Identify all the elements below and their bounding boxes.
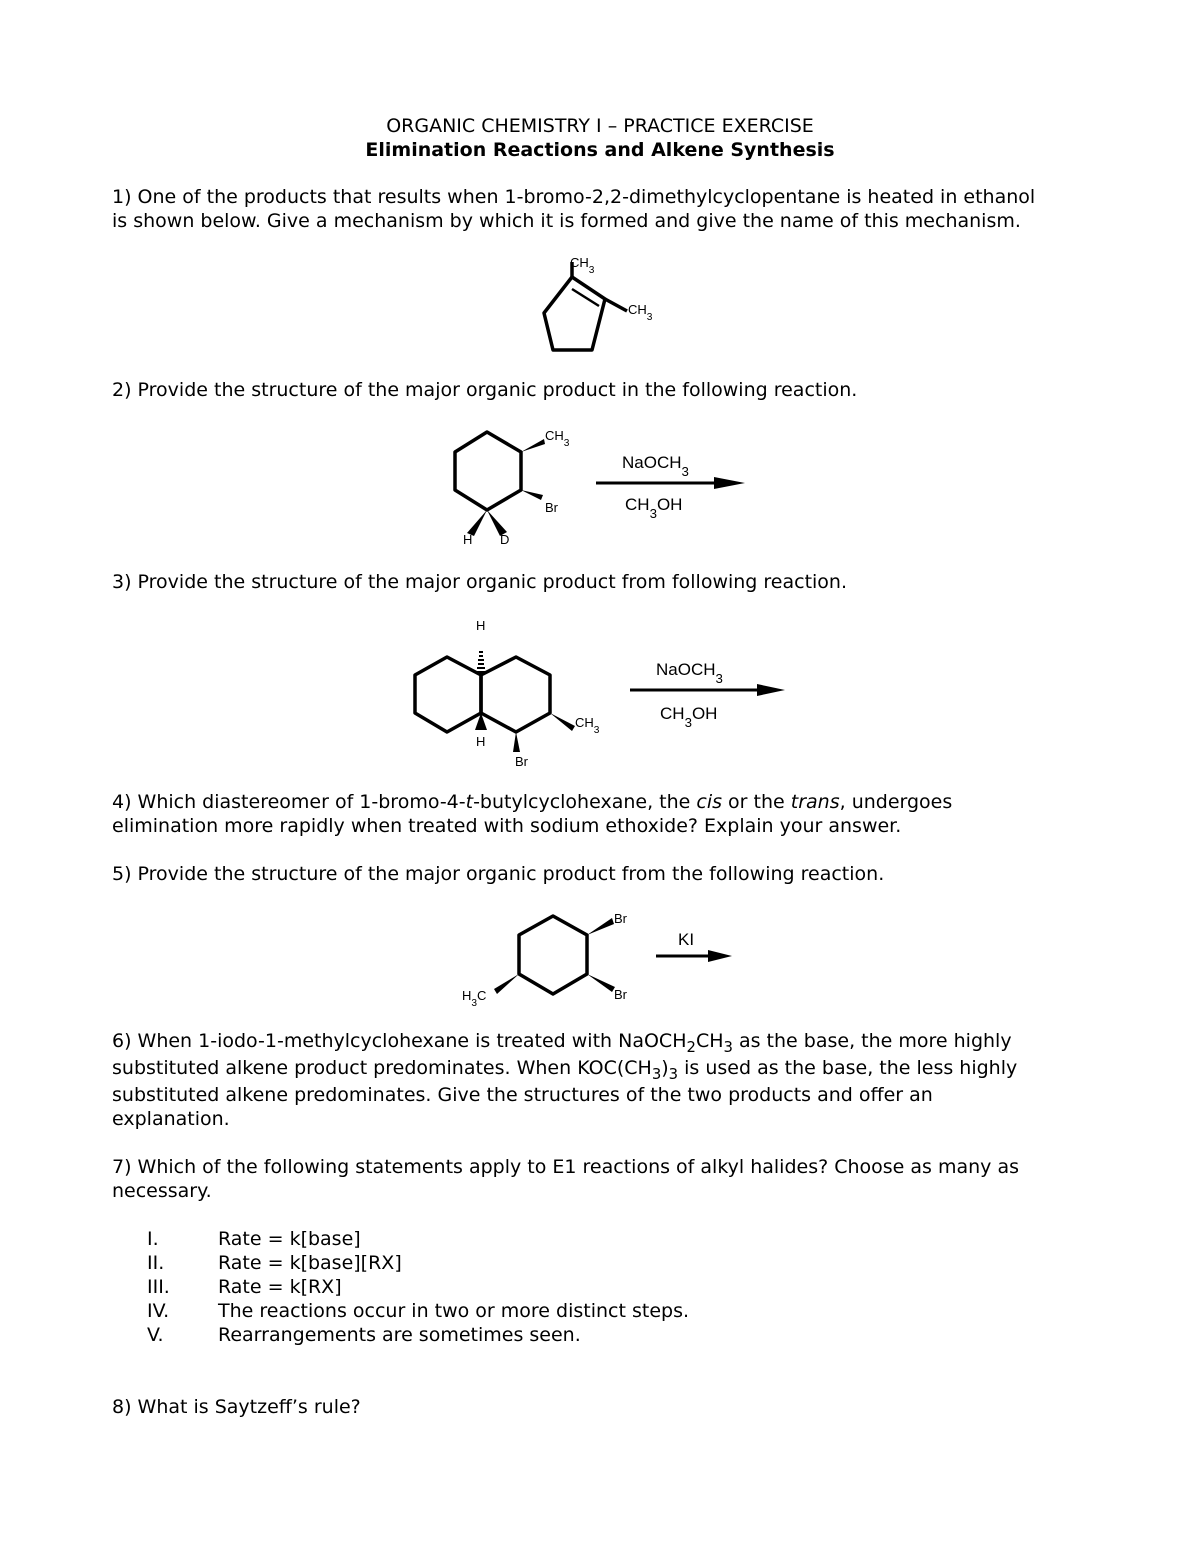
q6-formula-1: $NaOCH_2CH_3$ (618, 1030, 733, 1056)
q3-label-ch3: $CH_3$ (575, 715, 600, 736)
q5-label-br-top: Br (614, 911, 627, 926)
question-2-text: 2) Provide the structure of the major organic product in the following reaction. (112, 379, 858, 401)
question-1-line-2: is shown below. Give a mechanism by which it is formed and give the name of this mechanism. (112, 210, 1021, 232)
q5-label-br-bottom: Br (614, 987, 627, 1002)
q2-cyclohexane-ring (455, 432, 521, 510)
q3-reagent-bottom: $CH_3OH$ (660, 704, 718, 730)
q1-label-ch3-top: $CH_3$ (570, 255, 595, 276)
q3-reaction-arrow (625, 652, 805, 742)
question-6-line-2: substituted alkene product predominates. When $KOC(CH_3)_3$ is used as the base, the less highly (112, 1057, 1018, 1083)
option-text: The reactions occur in two or more distinct steps. (218, 1300, 690, 1322)
option-numeral: I. (147, 1228, 159, 1250)
q2-label-h: H (463, 532, 473, 547)
q3-structure (405, 615, 635, 775)
q3-label-br: Br (515, 754, 528, 769)
q2-arrow-head (714, 477, 745, 489)
question-6-line-1: 6) When 1-iodo-1-methylcyclohexane is treated with $NaOCH_2CH_3$ as the base, the more highly (112, 1030, 1012, 1056)
option-numeral: III. (147, 1276, 170, 1298)
q5-cyclohexane-ring (519, 916, 587, 994)
question-6-line-3: substituted alkene predominates. Give the structures of the two products and offer an (112, 1084, 933, 1106)
q5-wedge-br-bottom (587, 974, 615, 992)
q2-structure (445, 420, 605, 560)
q5-reaction-arrow (650, 925, 750, 985)
q1-structure (520, 255, 680, 365)
question-7-line-1: 7) Which of the following statements apply to E1 reactions of alkyl halides? Choose as many as (112, 1156, 1020, 1178)
option-numeral: V. (147, 1324, 164, 1346)
q3-reagent-top: NaOCH$_3$ (656, 660, 723, 686)
question-5-text: 5) Provide the structure of the major organic product from the following reaction. (112, 863, 885, 885)
option-text: Rate = k[base][RX] (218, 1252, 402, 1274)
q2-reaction-arrow (590, 445, 760, 525)
q6-formula-2: $KOC(CH_3)_3$ (577, 1057, 679, 1083)
page-title: Elimination Reactions and Alkene Synthesis (365, 139, 835, 161)
q2-reagent-bottom: $CH_3OH$ (625, 495, 683, 521)
option-numeral: II. (147, 1252, 165, 1274)
q3-arrow-head (757, 684, 785, 696)
q3-wedge-ch3 (550, 713, 575, 731)
q2-label-ch3: $CH_3$ (545, 428, 570, 449)
question-4-line-1: 4) Which diastereomer of 1-bromo-4-t-butylcyclohexane, the cis or the trans, undergoes (112, 791, 953, 813)
question-3-text: 3) Provide the structure of the major organic product from following reaction. (112, 571, 848, 593)
q1-cyclopentene-ring (544, 277, 605, 350)
q5-label-h3c: $H_3C$ (462, 988, 487, 1009)
question-1-line-1: 1) One of the products that results when 1-bromo-2,2-dimethylcyclopentane is heated in ethanol (112, 186, 1036, 208)
q2-label-br: Br (545, 500, 558, 515)
q1-methyl-bond-right (605, 299, 627, 311)
q2-wedge-br (521, 490, 543, 500)
q2-wedge-ch3 (521, 439, 545, 452)
option-numeral: IV. (147, 1300, 170, 1322)
q3-wedge-br (513, 732, 520, 752)
q1-label-ch3-right: $CH_3$ (628, 302, 653, 323)
course-title: ORGANIC CHEMISTRY I – PRACTICE EXERCISE (386, 115, 814, 137)
q5-arrow-head (708, 950, 732, 962)
q5-wedge-br-top (587, 918, 614, 935)
q5-wedge-ch3 (494, 974, 519, 994)
q2-label-d: D (500, 532, 510, 547)
q3-left-ring (415, 657, 481, 732)
q2-reagent-top: NaOCH$_3$ (622, 453, 689, 479)
q5-reagent: KI (678, 930, 695, 949)
question-8-text: 8) What is Saytzeff’s rule? (112, 1396, 361, 1418)
question-4-line-2: elimination more rapidly when treated with sodium ethoxide? Explain your answer. (112, 815, 902, 837)
option-text: Rearrangements are sometimes seen. (218, 1324, 581, 1346)
option-text: Rate = k[RX] (218, 1276, 342, 1298)
question-6-line-4: explanation. (112, 1108, 230, 1130)
question-7-line-2: necessary. (112, 1180, 212, 1202)
q3-right-ring (481, 657, 550, 732)
q3-label-h-bottom: H (476, 734, 486, 749)
option-text: Rate = k[base] (218, 1228, 361, 1250)
q3-label-h-top: H (476, 618, 486, 633)
q5-structure (460, 905, 660, 1015)
